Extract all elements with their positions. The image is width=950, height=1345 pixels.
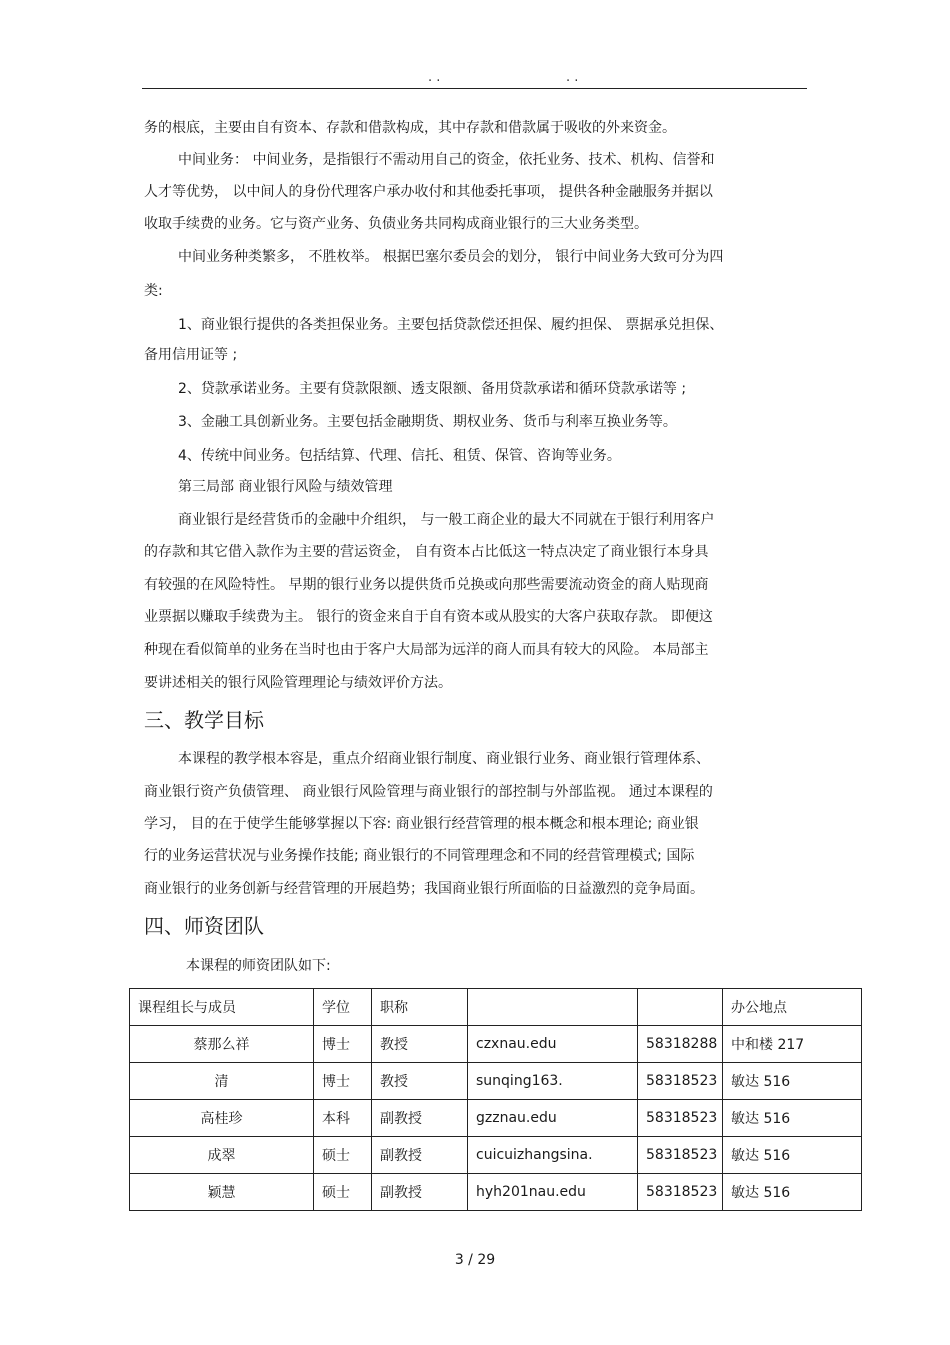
member-office: 敏达 516 bbox=[723, 1100, 862, 1137]
member-phone: 58318523 bbox=[638, 1063, 723, 1100]
column-header: 职称 bbox=[372, 989, 468, 1026]
member-phone: 58318523 bbox=[638, 1137, 723, 1174]
list-item-line: 3、金融工具创新业务。主要包括金融期货、期权业务、货币与利率互换业务等。 bbox=[178, 414, 677, 430]
member-degree: 本科 bbox=[314, 1100, 372, 1137]
paragraph-line: 务的根底，主要由自有资本、存款和借款构成，其中存款和借款属于吸收的外来资金。 bbox=[144, 120, 676, 136]
member-degree: 博士 bbox=[314, 1026, 372, 1063]
paragraph-line: 的存款和其它借入款作为主要的营运资金， 自有资本占比低这一特点决定了商业银行本身具 bbox=[144, 544, 709, 560]
member-phone: 58318288 bbox=[638, 1026, 723, 1063]
member-email: gzznau.edu bbox=[468, 1100, 638, 1137]
member-name: 清 bbox=[130, 1063, 314, 1100]
faculty-intro: 本课程的师资团队如下: bbox=[186, 958, 331, 974]
table-row bbox=[130, 1063, 862, 1100]
member-name: 高桂珍 bbox=[130, 1100, 314, 1137]
paragraph-line: 商业银行资产负债管理、 商业银行风险管理与商业银行的部控制与外部监视。 通过本课程的 bbox=[144, 784, 713, 800]
paragraph-line: 有较强的在风险特性。 早期的银行业务以提供货币兑换或向那些需要流动资金的商人贴现商 bbox=[144, 577, 709, 593]
table-row bbox=[130, 1026, 862, 1063]
member-office: 敏达 516 bbox=[723, 1137, 862, 1174]
paragraph-line: 中间业务： 中间业务，是指银行不需动用自己的资金，依托业务、技术、机构、信誉和 bbox=[178, 152, 715, 168]
member-email: hyh201nau.edu bbox=[468, 1174, 638, 1211]
section-heading-faculty-team: 四、师资团队 bbox=[144, 914, 264, 938]
paragraph-line: 行的业务运营状况与业务操作技能; 商业银行的不同管理理念和不同的经营管理模式; 国际 bbox=[144, 848, 695, 864]
paragraph-line: 商业银行是经营货币的金融中介组织， 与一般工商企业的最大不同就在于银行利用客户 bbox=[178, 512, 715, 528]
table-row bbox=[130, 1100, 862, 1137]
page-number: 3 / 29 bbox=[454, 1252, 496, 1268]
header-dots-left: . . bbox=[428, 70, 441, 85]
member-name: 蔡那么祥 bbox=[130, 1026, 314, 1063]
table-row bbox=[130, 1174, 862, 1211]
paragraph-line: 收取手续费的业务。它与资产业务、负债业务共同构成商业银行的三大业务类型。 bbox=[144, 216, 648, 232]
paragraph-line: 本课程的教学根本容是，重点介绍商业银行制度、商业银行业务、商业银行管理体系、 bbox=[178, 751, 710, 767]
member-degree: 硕士 bbox=[314, 1137, 372, 1174]
member-title: 副教授 bbox=[372, 1100, 468, 1137]
table-header-row bbox=[130, 989, 862, 1026]
member-email: czxnau.edu bbox=[468, 1026, 638, 1063]
member-title: 副教授 bbox=[372, 1137, 468, 1174]
paragraph-line: 商业银行的业务创新与经营管理的开展趋势；我国商业银行所面临的日益激烈的竞争局面。 bbox=[144, 881, 704, 897]
member-office: 中和楼 217 bbox=[723, 1026, 862, 1063]
paragraph-line: 业票据以赚取手续费为主。 银行的资金来自于自有资本或从股实的大客户获取存款。 即便这 bbox=[144, 609, 713, 625]
column-header: 办公地点 bbox=[723, 989, 862, 1026]
member-office: 敏达 516 bbox=[723, 1063, 862, 1100]
column-header: 学位 bbox=[314, 989, 372, 1026]
member-title: 副教授 bbox=[372, 1174, 468, 1211]
paragraph-line: 类: bbox=[144, 283, 163, 299]
list-item-line: 1、商业银行提供的各类担保业务。主要包括贷款偿还担保、履约担保、 票据承兑担保、 bbox=[178, 317, 724, 333]
member-name: 成翠 bbox=[130, 1137, 314, 1174]
faculty-table bbox=[129, 988, 862, 1211]
member-phone: 58318523 bbox=[638, 1174, 723, 1211]
paragraph-line: 中间业务种类繁多， 不胜枚举。 根据巴塞尔委员会的划分， 银行中间业务大致可分为四 bbox=[178, 249, 724, 265]
member-title: 教授 bbox=[372, 1026, 468, 1063]
column-header bbox=[468, 989, 638, 1026]
section-heading-teaching-goals: 三、教学目标 bbox=[144, 708, 264, 732]
member-degree: 硕士 bbox=[314, 1174, 372, 1211]
member-email: cuicuizhangsina. bbox=[468, 1137, 638, 1174]
header-dots-right: . . bbox=[566, 70, 579, 85]
header-rule bbox=[142, 88, 807, 89]
member-phone: 58318523 bbox=[638, 1100, 723, 1137]
member-name: 颖慧 bbox=[130, 1174, 314, 1211]
subsection-title: 第三局部 商业银行风险与绩效管理 bbox=[178, 479, 393, 495]
paragraph-line: 要讲述相关的银行风险管理理论与绩效评价方法。 bbox=[144, 675, 452, 691]
paragraph-line: 人才等优势， 以中间人的身份代理客户承办收付和其他委托事项， 提供各种金融服务并据以 bbox=[144, 184, 713, 200]
paragraph-line: 学习， 目的在于使学生能够掌握以下容: 商业银行经营管理的根本概念和根本理论; 商业银 bbox=[144, 816, 699, 832]
list-item-line: 4、传统中间业务。包括结算、代理、信托、租赁、保管、咨询等业务。 bbox=[178, 448, 621, 464]
list-item-line: 备用信用证等 ; bbox=[144, 347, 238, 363]
table-row bbox=[130, 1137, 862, 1174]
paragraph-line: 种现在看似简单的业务在当时也由于客户大局部为远洋的商人而具有较大的风险。 本局部主 bbox=[144, 642, 709, 658]
member-title: 教授 bbox=[372, 1063, 468, 1100]
list-item-line: 2、贷款承诺业务。主要有贷款限额、透支限额、备用贷款承诺和循环贷款承诺等 ; bbox=[178, 381, 687, 397]
column-header bbox=[638, 989, 723, 1026]
member-degree: 博士 bbox=[314, 1063, 372, 1100]
member-office: 敏达 516 bbox=[723, 1174, 862, 1211]
member-email: sunqing163. bbox=[468, 1063, 638, 1100]
column-header: 课程组长与成员 bbox=[130, 989, 314, 1026]
